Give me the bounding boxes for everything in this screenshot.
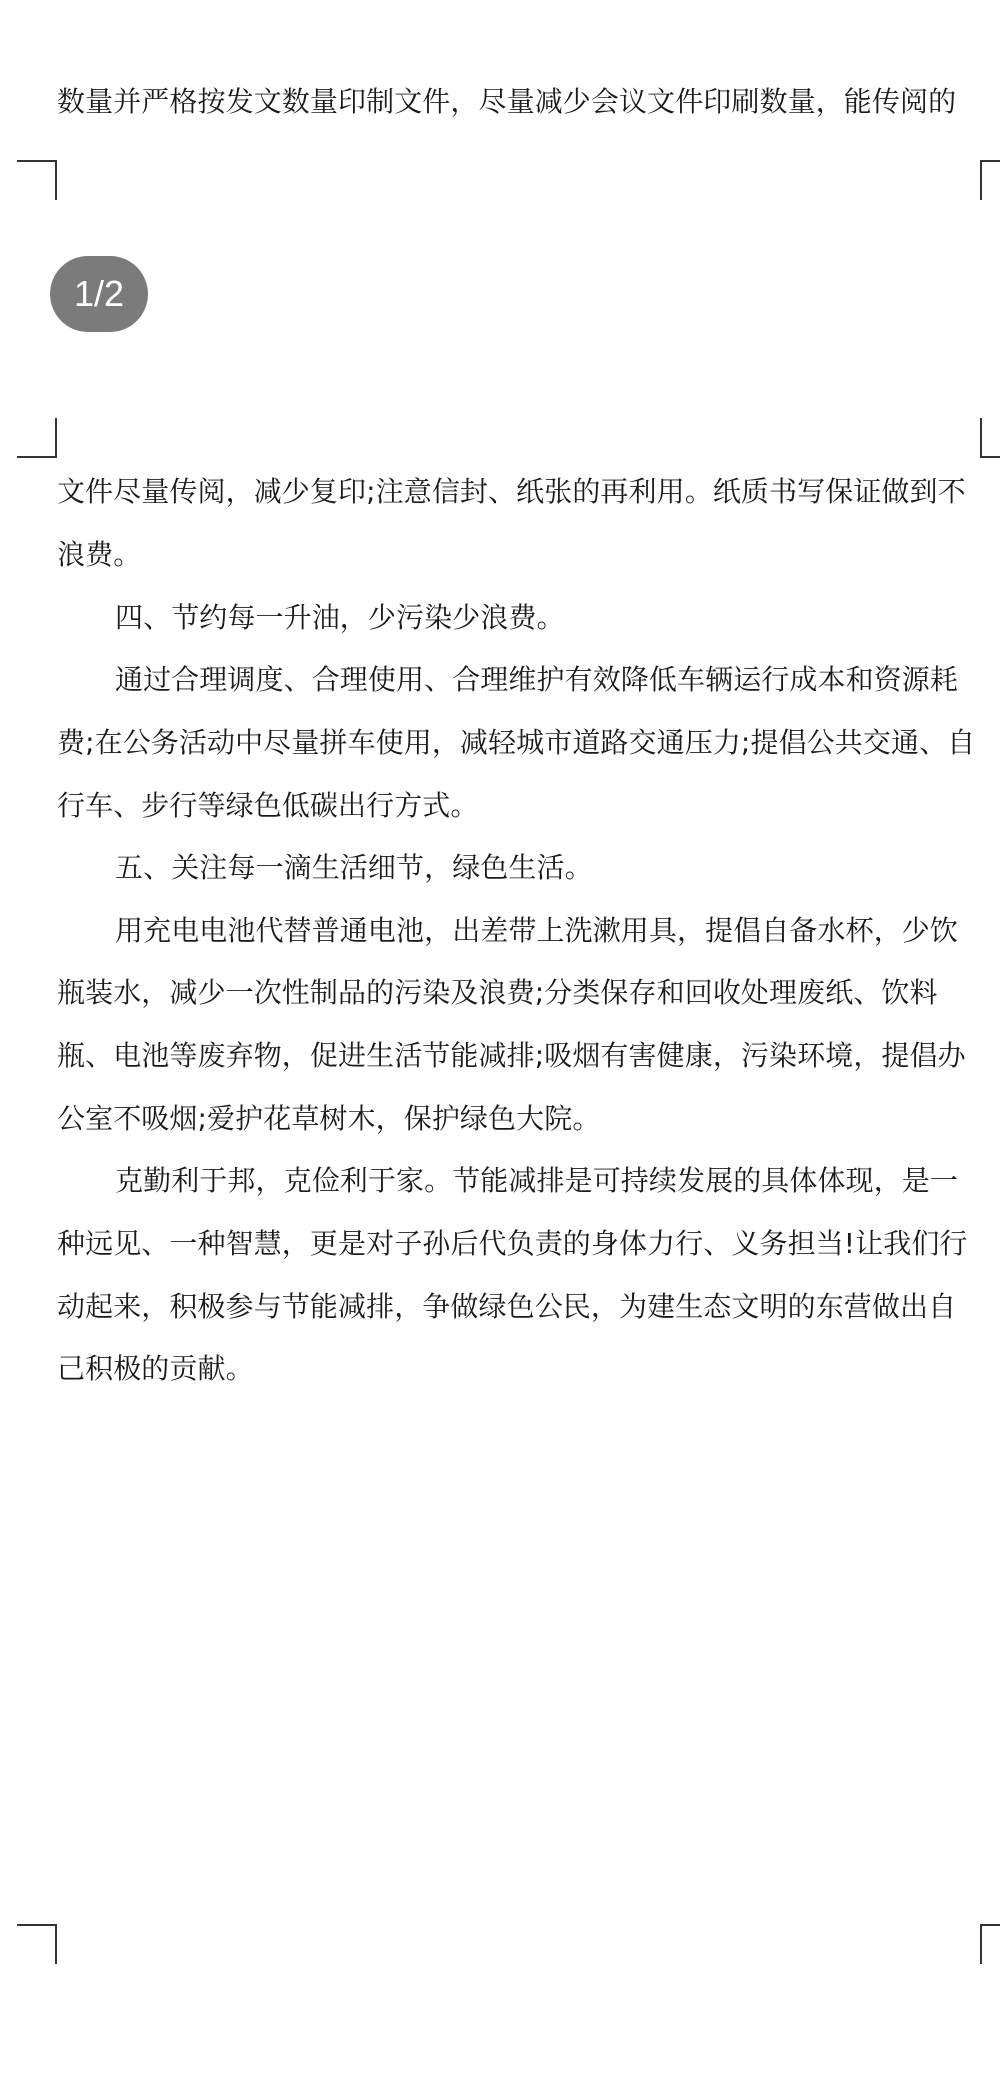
page-indicator-badge: 1/2 xyxy=(50,256,148,332)
page-corner-mark xyxy=(980,418,1000,458)
document-text-line: 动起来，积极参与节能减排，争做绿色公民，为建生态文明的东营做出自 xyxy=(57,1290,957,1323)
document-text-line: 瓶、电池等废弃物，促进生活节能减排;吸烟有害健康，污染环境，提倡办 xyxy=(57,1039,966,1072)
document-text-line: 行车、步行等绿色低碳出行方式。 xyxy=(57,789,479,822)
document-text-line: 种远见、一种智慧，更是对子孙后代负责的身体力行、义务担当!让我们行 xyxy=(57,1227,968,1260)
document-text-line: 费;在公务活动中尽量拼车使用，减轻城市道路交通压力;提倡公共交通、自 xyxy=(57,726,976,759)
document-text-line: 瓶装水，减少一次性制品的污染及浪费;分类保存和回收处理废纸、饮料 xyxy=(57,976,938,1009)
document-text-line: 克勤利于邦，克俭利于家。节能减排是可持续发展的具体体现，是一 xyxy=(115,1164,959,1197)
page-corner-mark xyxy=(17,418,57,458)
page-corner-mark xyxy=(17,160,57,200)
document-text-line: 浪费。 xyxy=(57,538,142,571)
document-text-line: 数量并严格按发文数量印制文件，尽量减少会议文件印刷数量，能传阅的 xyxy=(57,85,957,118)
page-corner-mark xyxy=(17,1924,57,1964)
document-text-line: 通过合理调度、合理使用、合理维护有效降低车辆运行成本和资源耗 xyxy=(115,663,959,696)
section-heading: 五、关注每一滴生活细节，绿色生活。 xyxy=(115,851,593,884)
document-text-line: 己积极的贡献。 xyxy=(57,1352,254,1385)
page-corner-mark xyxy=(980,1924,1000,1964)
document-text-line: 公室不吸烟;爱护花草树木，保护绿色大院。 xyxy=(57,1102,601,1135)
document-text-line: 用充电电池代替普通电池，出差带上洗漱用具，提倡自备水杯，少饮 xyxy=(115,914,959,947)
section-heading: 四、节约每一升油，少污染少浪费。 xyxy=(115,601,565,634)
document-text-line: 文件尽量传阅，减少复印;注意信封、纸张的再利用。纸质书写保证做到不 xyxy=(57,475,966,508)
page-corner-mark xyxy=(980,160,1000,200)
